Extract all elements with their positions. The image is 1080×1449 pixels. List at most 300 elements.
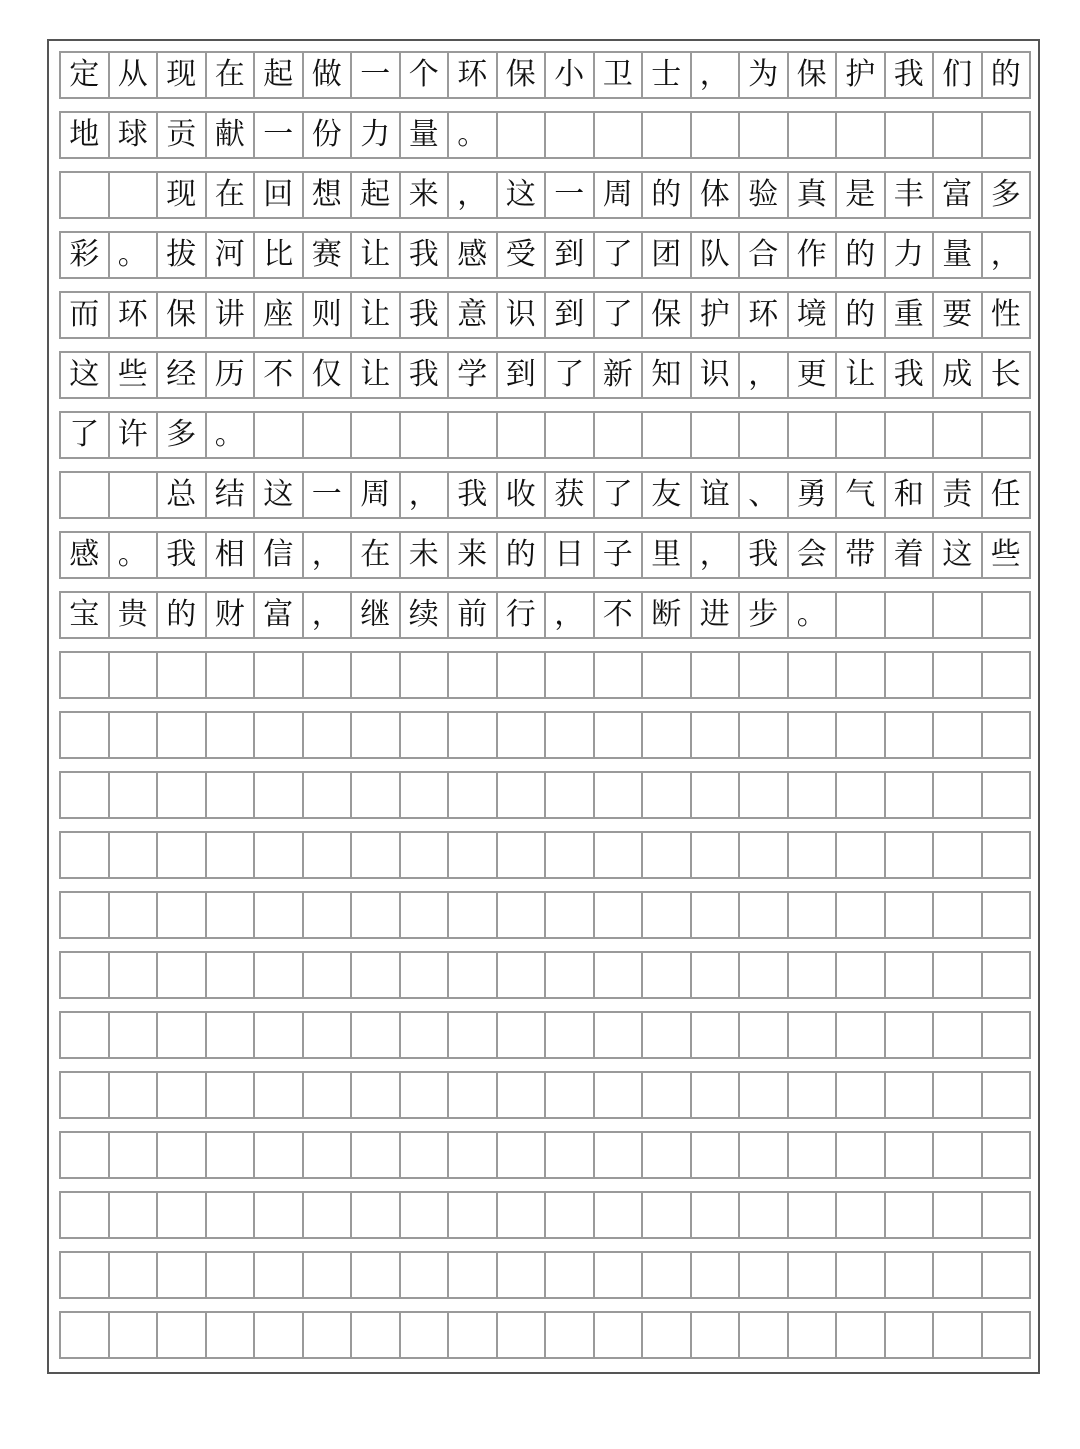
grid-cell: 、 xyxy=(740,473,789,517)
grid-cell xyxy=(886,953,935,997)
grid-cell xyxy=(352,713,401,757)
grid-cell xyxy=(643,1313,692,1357)
grid-cell xyxy=(61,1013,110,1057)
grid-cell xyxy=(886,1013,935,1057)
grid-cell: 了 xyxy=(595,473,644,517)
grid-cell xyxy=(740,1013,789,1057)
grid-cell: 讲 xyxy=(207,293,256,337)
grid-cell xyxy=(255,713,304,757)
grid-cell xyxy=(837,1253,886,1297)
grid-cell: 一 xyxy=(352,53,401,97)
grid-cell xyxy=(692,1313,741,1357)
grid-cell xyxy=(110,713,159,757)
grid-cell xyxy=(789,1133,838,1177)
grid-cell xyxy=(692,833,741,877)
grid-cell: ， xyxy=(546,593,595,637)
grid-cell: 新 xyxy=(595,353,644,397)
grid-cell: 步 xyxy=(740,593,789,637)
grid-cell xyxy=(498,953,547,997)
grid-cell: 这 xyxy=(934,533,983,577)
grid-cell xyxy=(401,1253,450,1297)
grid-cell xyxy=(740,413,789,457)
grid-cell: 勇 xyxy=(789,473,838,517)
grid-cell: 不 xyxy=(595,593,644,637)
grid-cell: 更 xyxy=(789,353,838,397)
grid-cell xyxy=(498,653,547,697)
grid-cell: 这 xyxy=(255,473,304,517)
grid-cell xyxy=(595,713,644,757)
grid-cell xyxy=(983,413,1032,457)
grid-cell: 验 xyxy=(740,173,789,217)
grid-cell xyxy=(595,413,644,457)
grid-cell xyxy=(837,1193,886,1237)
grid-cell xyxy=(837,833,886,877)
grid-cell: 赛 xyxy=(304,233,353,277)
grid-cell: 财 xyxy=(207,593,256,637)
grid-cell: 卫 xyxy=(595,53,644,97)
grid-cell: 则 xyxy=(304,293,353,337)
grid-cell xyxy=(110,1313,159,1357)
grid-cell xyxy=(789,1253,838,1297)
grid-cell: 识 xyxy=(692,353,741,397)
grid-cell: 的 xyxy=(158,593,207,637)
grid-cell xyxy=(158,1133,207,1177)
grid-row xyxy=(59,471,1031,519)
grid-cell xyxy=(837,773,886,817)
grid-cell: 队 xyxy=(692,233,741,277)
grid-cell xyxy=(740,953,789,997)
grid-cell xyxy=(352,1313,401,1357)
grid-cell xyxy=(740,893,789,937)
grid-cell xyxy=(692,1193,741,1237)
grid-cell: 环 xyxy=(740,293,789,337)
grid-cell: ， xyxy=(304,533,353,577)
grid-cell: ， xyxy=(692,53,741,97)
grid-cell: 任 xyxy=(983,473,1032,517)
grid-cell: 在 xyxy=(352,533,401,577)
grid-cell: 在 xyxy=(207,173,256,217)
grid-cell: 的 xyxy=(837,293,886,337)
grid-cell: 友 xyxy=(643,473,692,517)
grid-cell: 保 xyxy=(789,53,838,97)
grid-cell xyxy=(983,953,1032,997)
grid-cell xyxy=(886,1253,935,1297)
grid-cell: 士 xyxy=(643,53,692,97)
grid-cell xyxy=(934,413,983,457)
grid-cell xyxy=(934,833,983,877)
grid-row xyxy=(59,951,1031,999)
grid-cell: 们 xyxy=(934,53,983,97)
grid-cell xyxy=(837,1073,886,1117)
grid-row xyxy=(59,111,1031,159)
grid-cell xyxy=(158,773,207,817)
grid-cell: 定 xyxy=(61,53,110,97)
grid-cell xyxy=(886,893,935,937)
grid-row xyxy=(59,1071,1031,1119)
grid-cell xyxy=(61,773,110,817)
grid-cell: 我 xyxy=(449,473,498,517)
grid-cell xyxy=(449,653,498,697)
grid-cell xyxy=(61,893,110,937)
grid-cell xyxy=(61,713,110,757)
grid-cell: 。 xyxy=(110,533,159,577)
grid-cell xyxy=(352,1133,401,1177)
grid-row xyxy=(59,351,1031,399)
grid-cell xyxy=(983,893,1032,937)
grid-row xyxy=(59,711,1031,759)
grid-cell xyxy=(837,653,886,697)
grid-cell xyxy=(207,953,256,997)
grid-cell xyxy=(158,653,207,697)
grid-cell xyxy=(983,1253,1032,1297)
grid-cell xyxy=(158,1073,207,1117)
grid-row xyxy=(59,1131,1031,1179)
grid-cell: 的 xyxy=(837,233,886,277)
grid-cell xyxy=(643,713,692,757)
grid-cell: ， xyxy=(983,233,1032,277)
grid-cell: 体 xyxy=(692,173,741,217)
grid-cell: 境 xyxy=(789,293,838,337)
grid-cell xyxy=(546,1133,595,1177)
grid-cell xyxy=(692,113,741,157)
grid-cell: 丰 xyxy=(886,173,935,217)
grid-cell xyxy=(643,833,692,877)
grid-cell xyxy=(61,833,110,877)
grid-cell xyxy=(304,1133,353,1177)
grid-cell xyxy=(207,1253,256,1297)
grid-cell: 学 xyxy=(449,353,498,397)
grid-cell xyxy=(546,113,595,157)
grid-row xyxy=(59,591,1031,639)
grid-cell xyxy=(546,653,595,697)
grid-cell: 要 xyxy=(934,293,983,337)
grid-cell: 一 xyxy=(546,173,595,217)
grid-cell: 的 xyxy=(498,533,547,577)
grid-cell xyxy=(692,1253,741,1297)
grid-cell xyxy=(789,1313,838,1357)
grid-cell xyxy=(692,713,741,757)
grid-cell xyxy=(158,1193,207,1237)
grid-cell xyxy=(692,1013,741,1057)
grid-cell xyxy=(401,1193,450,1237)
grid-cell xyxy=(352,953,401,997)
grid-cell xyxy=(61,473,110,517)
grid-cell xyxy=(886,773,935,817)
grid-cell: 贡 xyxy=(158,113,207,157)
grid-cell xyxy=(158,1253,207,1297)
grid-cell: 这 xyxy=(498,173,547,217)
grid-cell xyxy=(595,1073,644,1117)
grid-cell: 。 xyxy=(207,413,256,457)
grid-cell xyxy=(255,1193,304,1237)
grid-cell: 总 xyxy=(158,473,207,517)
grid-cell: 未 xyxy=(401,533,450,577)
grid-cell xyxy=(255,773,304,817)
grid-cell: 的 xyxy=(983,53,1032,97)
grid-cell xyxy=(740,833,789,877)
grid-cell xyxy=(740,653,789,697)
grid-cell xyxy=(934,1253,983,1297)
grid-cell: 在 xyxy=(207,53,256,97)
grid-cell: 长 xyxy=(983,353,1032,397)
grid-cell: 谊 xyxy=(692,473,741,517)
grid-cell xyxy=(837,1013,886,1057)
grid-cell xyxy=(595,893,644,937)
grid-cell xyxy=(352,773,401,817)
grid-cell: 着 xyxy=(886,533,935,577)
grid-cell xyxy=(498,773,547,817)
grid-cell xyxy=(449,893,498,937)
grid-cell xyxy=(934,113,983,157)
grid-cell: 受 xyxy=(498,233,547,277)
grid-cell: 些 xyxy=(983,533,1032,577)
grid-cell xyxy=(207,1313,256,1357)
grid-cell xyxy=(934,1013,983,1057)
grid-cell: 量 xyxy=(934,233,983,277)
grid-cell: 些 xyxy=(110,353,159,397)
grid-cell xyxy=(546,833,595,877)
grid-cell xyxy=(401,1073,450,1117)
grid-cell xyxy=(449,1073,498,1117)
grid-cell xyxy=(789,953,838,997)
grid-cell xyxy=(401,893,450,937)
grid-cell xyxy=(61,953,110,997)
grid-cell: 责 xyxy=(934,473,983,517)
composition-paper xyxy=(47,39,1040,1374)
grid-cell xyxy=(110,1133,159,1177)
grid-cell xyxy=(304,1193,353,1237)
grid-cell: 结 xyxy=(207,473,256,517)
grid-cell xyxy=(158,953,207,997)
grid-cell xyxy=(401,773,450,817)
grid-cell xyxy=(837,113,886,157)
grid-cell xyxy=(789,413,838,457)
grid-cell xyxy=(546,1013,595,1057)
grid-cell xyxy=(498,893,547,937)
grid-cell xyxy=(934,773,983,817)
grid-cell xyxy=(837,893,886,937)
grid-cell: 获 xyxy=(546,473,595,517)
grid-cell xyxy=(934,1313,983,1357)
grid-cell: 想 xyxy=(304,173,353,217)
grid-cell xyxy=(255,1313,304,1357)
grid-cell xyxy=(837,713,886,757)
grid-cell xyxy=(934,593,983,637)
grid-cell: 历 xyxy=(207,353,256,397)
grid-cell xyxy=(498,833,547,877)
grid-cell xyxy=(983,773,1032,817)
grid-cell xyxy=(207,1013,256,1057)
grid-cell: 意 xyxy=(449,293,498,337)
grid-cell xyxy=(789,893,838,937)
grid-cell xyxy=(304,713,353,757)
grid-cell xyxy=(110,1073,159,1117)
grid-cell xyxy=(304,1253,353,1297)
grid-cell xyxy=(983,593,1032,637)
grid-cell xyxy=(304,833,353,877)
grid-cell xyxy=(255,953,304,997)
grid-cell xyxy=(498,113,547,157)
grid-cell xyxy=(740,1073,789,1117)
grid-cell xyxy=(255,413,304,457)
grid-row xyxy=(59,891,1031,939)
grid-cell xyxy=(643,1133,692,1177)
grid-cell xyxy=(595,1193,644,1237)
grid-cell xyxy=(692,1133,741,1177)
grid-cell xyxy=(934,1133,983,1177)
grid-cell xyxy=(934,893,983,937)
grid-row xyxy=(59,1251,1031,1299)
grid-cell: 起 xyxy=(352,173,401,217)
grid-cell xyxy=(352,1073,401,1117)
grid-cell xyxy=(207,773,256,817)
grid-cell: 带 xyxy=(837,533,886,577)
grid-cell: 我 xyxy=(158,533,207,577)
grid-cell xyxy=(643,1073,692,1117)
grid-cell: ， xyxy=(304,593,353,637)
grid-cell xyxy=(61,173,110,217)
grid-cell: 力 xyxy=(352,113,401,157)
grid-cell: 合 xyxy=(740,233,789,277)
grid-cell: 富 xyxy=(934,173,983,217)
grid-cell xyxy=(110,773,159,817)
grid-cell xyxy=(789,1193,838,1237)
grid-cell: 了 xyxy=(61,413,110,457)
grid-cell: 继 xyxy=(352,593,401,637)
grid-cell xyxy=(207,1193,256,1237)
grid-row xyxy=(59,51,1031,99)
grid-cell: 座 xyxy=(255,293,304,337)
grid-cell: 进 xyxy=(692,593,741,637)
grid-cell xyxy=(643,1013,692,1057)
grid-cell: 保 xyxy=(498,53,547,97)
grid-cell xyxy=(983,113,1032,157)
grid-cell: 许 xyxy=(110,413,159,457)
grid-cell xyxy=(934,953,983,997)
grid-cell: 回 xyxy=(255,173,304,217)
grid-cell xyxy=(61,1253,110,1297)
grid-cell xyxy=(837,413,886,457)
grid-cell xyxy=(643,1253,692,1297)
grid-cell xyxy=(304,893,353,937)
grid-cell: 份 xyxy=(304,113,353,157)
grid-cell xyxy=(789,1013,838,1057)
grid-cell xyxy=(158,713,207,757)
grid-cell xyxy=(546,1073,595,1117)
grid-cell xyxy=(983,1013,1032,1057)
grid-cell xyxy=(789,773,838,817)
grid-cell: 感 xyxy=(61,533,110,577)
grid-cell: 现 xyxy=(158,173,207,217)
grid-cell xyxy=(449,1133,498,1177)
grid-cell xyxy=(255,1133,304,1177)
grid-cell: 让 xyxy=(352,233,401,277)
grid-cell xyxy=(449,953,498,997)
grid-cell xyxy=(886,113,935,157)
grid-cell: 收 xyxy=(498,473,547,517)
grid-cell: 比 xyxy=(255,233,304,277)
grid-row xyxy=(59,531,1031,579)
grid-cell: 力 xyxy=(886,233,935,277)
grid-cell xyxy=(255,1253,304,1297)
grid-cell xyxy=(595,1013,644,1057)
grid-cell xyxy=(692,953,741,997)
grid-cell xyxy=(789,713,838,757)
grid-cell xyxy=(207,713,256,757)
grid-cell xyxy=(401,833,450,877)
grid-cell: 个 xyxy=(401,53,450,97)
grid-cell: 环 xyxy=(110,293,159,337)
grid-cell: 经 xyxy=(158,353,207,397)
grid-cell xyxy=(789,1073,838,1117)
grid-cell: 一 xyxy=(255,113,304,157)
grid-cell: 到 xyxy=(498,353,547,397)
grid-cell xyxy=(449,413,498,457)
grid-cell xyxy=(158,1013,207,1057)
grid-cell xyxy=(352,653,401,697)
grid-cell xyxy=(546,1313,595,1357)
grid-cell xyxy=(837,593,886,637)
grid-cell: 为 xyxy=(740,53,789,97)
grid-cell: ， xyxy=(449,173,498,217)
grid-cell: 。 xyxy=(789,593,838,637)
grid-cell xyxy=(643,113,692,157)
grid-row xyxy=(59,231,1031,279)
grid-cell xyxy=(740,773,789,817)
grid-cell: 彩 xyxy=(61,233,110,277)
grid-cell xyxy=(110,1253,159,1297)
grid-cell xyxy=(255,1073,304,1117)
grid-cell: 河 xyxy=(207,233,256,277)
grid-cell xyxy=(546,1193,595,1237)
grid-cell xyxy=(304,653,353,697)
grid-cell xyxy=(643,893,692,937)
grid-cell xyxy=(886,1073,935,1117)
grid-cell: 量 xyxy=(401,113,450,157)
grid-cell xyxy=(740,113,789,157)
grid-row xyxy=(59,1011,1031,1059)
grid-row xyxy=(59,651,1031,699)
grid-cell xyxy=(789,653,838,697)
grid-row xyxy=(59,171,1031,219)
grid-cell: 拔 xyxy=(158,233,207,277)
grid-cell xyxy=(449,1313,498,1357)
grid-cell xyxy=(401,713,450,757)
grid-cell xyxy=(304,1013,353,1057)
grid-cell: 我 xyxy=(401,353,450,397)
grid-cell xyxy=(61,1133,110,1177)
grid-cell xyxy=(449,1193,498,1237)
grid-cell xyxy=(886,1313,935,1357)
grid-cell xyxy=(983,1313,1032,1357)
grid-cell xyxy=(546,893,595,937)
grid-cell xyxy=(498,1193,547,1237)
grid-cell: 行 xyxy=(498,593,547,637)
grid-cell xyxy=(401,1133,450,1177)
grid-cell xyxy=(886,1133,935,1177)
grid-cell xyxy=(983,1133,1032,1177)
grid-cell xyxy=(595,1253,644,1297)
grid-cell xyxy=(740,713,789,757)
grid-cell xyxy=(110,1013,159,1057)
grid-cell: 成 xyxy=(934,353,983,397)
grid-cell xyxy=(546,713,595,757)
grid-cell xyxy=(304,1073,353,1117)
grid-cell: 断 xyxy=(643,593,692,637)
grid-cell xyxy=(207,1133,256,1177)
grid-cell xyxy=(61,1193,110,1237)
grid-cell xyxy=(158,833,207,877)
